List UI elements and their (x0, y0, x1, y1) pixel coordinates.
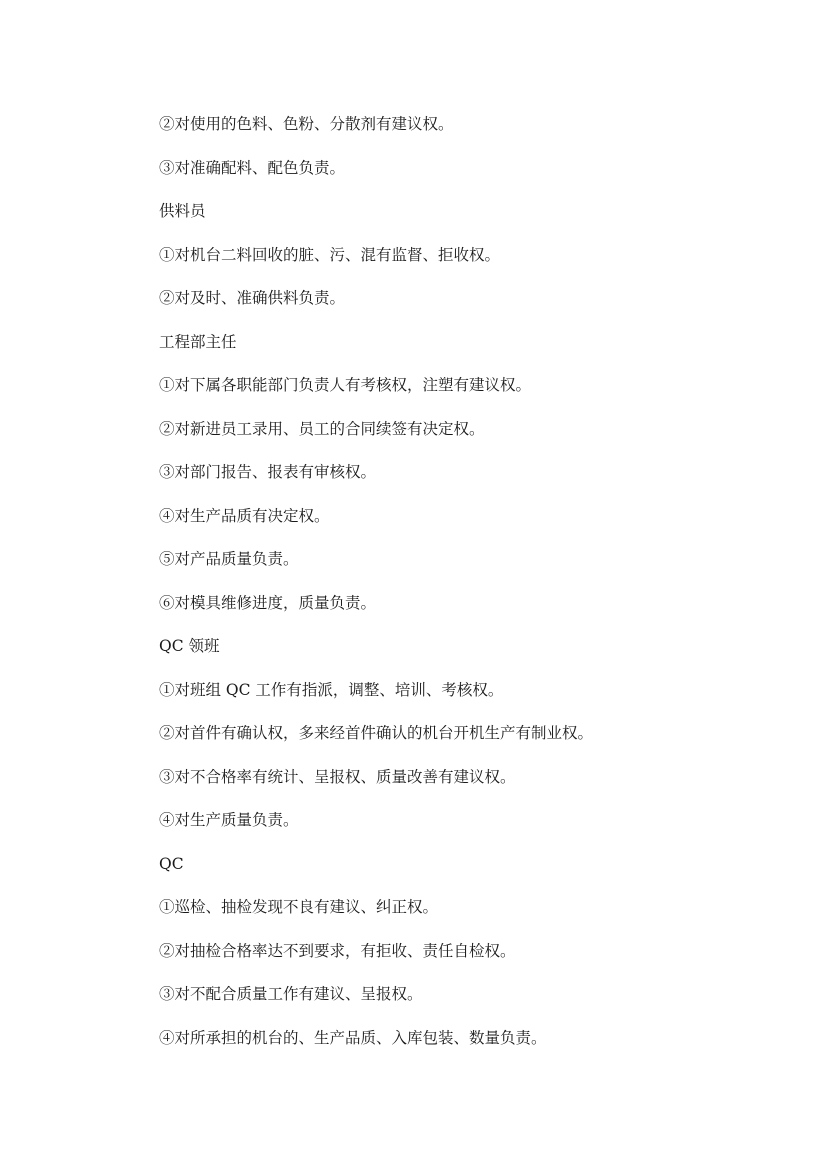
list-item: ①对机台二料回收的脏、污、混有监督、拒收权。 (159, 245, 501, 264)
list-item: ②对抽检合格率达不到要求，有拒收、责任自检权。 (159, 941, 516, 960)
list-item: ③对部门报告、报表有审核权。 (159, 463, 377, 481)
list-item: ③对不合格率有统计、呈报权、质量改善有建议权。 (159, 767, 516, 786)
list-item: ④对生产品质有决定权。 (159, 506, 330, 525)
list-item: ①对下属各职能部门负责人有考核权，注塑有建议权。 (159, 376, 532, 394)
list-item: ④对所承担的机台的、生产品质、入库包装、数量负责。 (159, 1028, 547, 1047)
section-heading: QC 领班 (159, 637, 220, 655)
list-item: ⑤对产品质量负责。 (159, 550, 299, 568)
section-heading: QC (159, 854, 184, 873)
list-item: ①对班组 QC 工作有指派，调整、培训、考核权。 (159, 680, 504, 699)
section-heading: 工程部主任 (159, 332, 237, 351)
list-item: ②对新进员工录用、员工的合同续签有决定权。 (159, 419, 485, 438)
list-item: ③对准确配料、配色负责。 (159, 158, 346, 177)
list-item: ⑥对模具维修进度，质量负责。 (159, 593, 377, 612)
document-body (159, 110, 779, 1067)
list-item: ③对不配合质量工作有建议、呈报权。 (159, 985, 423, 1003)
list-item: ②对首件有确认权，多来经首件确认的机台开机生产有制业权。 (159, 724, 594, 742)
list-item: ②对使用的色料、色粉、分散剂有建议权。 (159, 115, 454, 133)
list-item: ④对生产质量负责。 (159, 811, 299, 829)
list-item: ②对及时、准确供料负责。 (159, 289, 346, 307)
watermark (276, 1090, 385, 1159)
section-heading: 供料员 (159, 202, 206, 220)
list-item: ①巡检、抽检发现不良有建议、纠正权。 (159, 898, 439, 916)
